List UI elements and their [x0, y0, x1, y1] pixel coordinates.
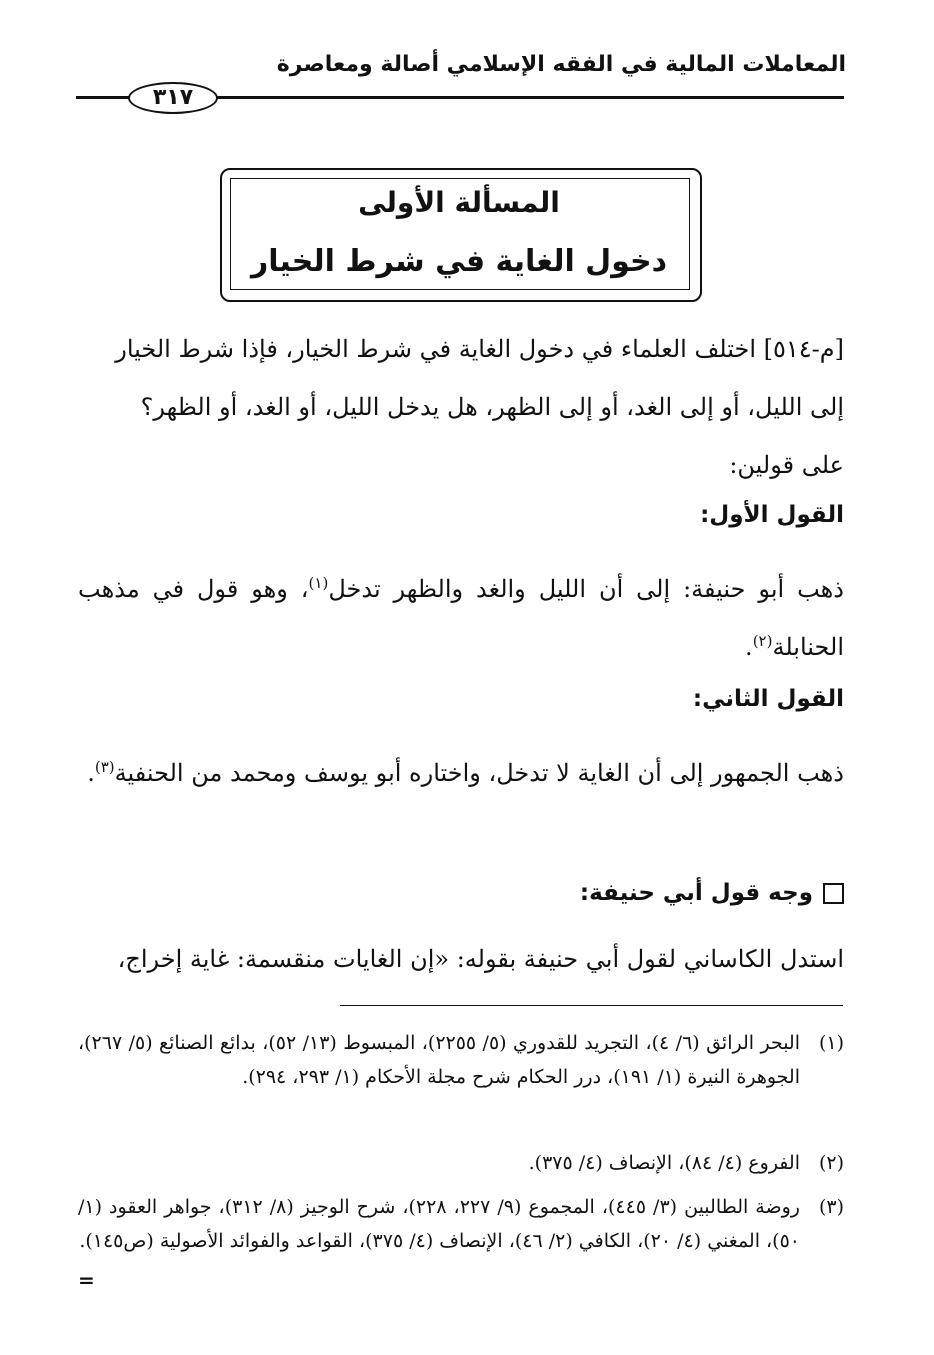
text-run: ذهب الجمهور إلى أن الغاية لا تدخل، واختاره أبو يوسف ومحمد من الحنفية [114, 759, 844, 787]
section-subtitle: دخول الغاية في شرط الخيار [250, 244, 668, 279]
footnote-ref[interactable]: (٣) [94, 758, 115, 776]
footnote [78, 1026, 844, 1094]
footnote-number: (٣) [818, 1196, 844, 1218]
paragraph-line: [م-٥١٤] اختلف العلماء في دخول الغاية في شرط الخيار، فإذا شرط الخيار [115, 335, 844, 363]
text-run: . [745, 633, 753, 661]
text-run: . [87, 759, 95, 787]
footnote-separator [340, 1005, 843, 1006]
paragraph-line: إلى الليل، أو إلى الغد، أو إلى الظهر، هل يدخل الليل، أو الغد، أو الظهر؟ [140, 393, 844, 421]
text-run: ذهب أبو حنيفة: إلى أن الليل والغد والظهر تدخل [328, 575, 844, 603]
text-run: ، وهو قول في مذهب الحنابلة [78, 575, 844, 661]
footnote-text: البحر الرائق (٦/ ٤)، التجريد للقدوري (٥/ ٢٢٥٥)، المبسوط (١٣/ ٥٢)، بدائع الصنائع (٥/ ٢٦٧)، الجوهرة النيرة (١/ ١٩١)، درر الحكام شرح مجلة الأحكام (١/ ٢٩٣، ٢٩٤). [78, 1032, 801, 1088]
footnote-ref[interactable]: (٢) [752, 632, 773, 650]
paragraph-intro [78, 320, 844, 494]
page-number-badge [128, 82, 218, 114]
heading-first-opinion: القول الأول: [700, 502, 844, 528]
footnote-text: روضة الطالبين (٣/ ٤٤٥)، المجموع (٩/ ٢٢٧، ٢٢٨)، شرح الوجيز (٨/ ٣١٢)، جواهر العقود (١/ ٥٠)، المغني (٤/ ٢٠)، الكافي (٢/ ٤٦)، الإنصاف (٤/ ٣٧٥)، القواعد والفوائد الأصولية (ص١٤٥). [78, 1196, 800, 1252]
heading-evidence-label: وجه قول أبي حنيفة: [579, 880, 813, 906]
footnote-number: (٢) [818, 1152, 844, 1174]
running-title: المعاملات المالية في الفقه الإسلامي أصالة ومعاصرة [276, 52, 846, 77]
footnote-number: (١) [818, 1032, 844, 1054]
footnote [78, 1146, 844, 1180]
section-title: المسألة الأولى [358, 186, 560, 219]
page-number: ٣١٧ [152, 85, 194, 110]
square-bullet-icon [823, 883, 844, 904]
footnote [78, 1190, 844, 1258]
heading-second-opinion: القول الثاني: [692, 686, 844, 712]
paragraph-second-opinion [78, 744, 844, 802]
footnote-text: الفروع (٤/ ٨٤)، الإنصاف (٤/ ٣٧٥). [528, 1152, 800, 1174]
continuation-mark: = [78, 1268, 95, 1292]
paragraph-line: على قولين: [729, 451, 844, 479]
heading-evidence [84, 880, 844, 906]
paragraph-evidence: استدل الكاساني لقول أبي حنيفة بقوله: «إن الغايات منقسمة: غاية إخراج، [117, 945, 844, 973]
paragraph-first-opinion [78, 560, 844, 676]
footnote-ref[interactable]: (١) [308, 574, 329, 592]
